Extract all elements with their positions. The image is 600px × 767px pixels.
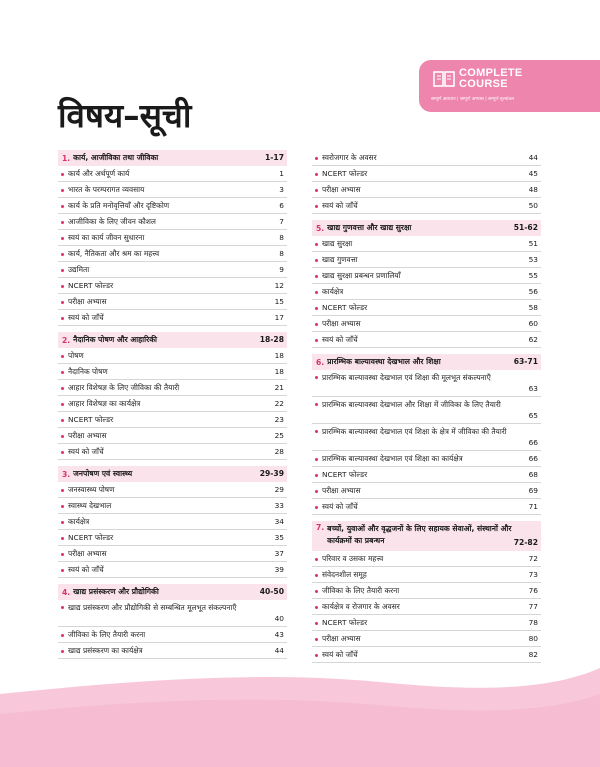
chapter-pages: 18-28 (259, 335, 284, 344)
entry-page: 69 (528, 486, 538, 495)
brand-line2: COURSE (459, 78, 508, 90)
toc-entry (312, 150, 541, 166)
entry-page: 33 (274, 501, 284, 510)
toc-entry (312, 182, 541, 198)
toc-entry (58, 214, 287, 230)
toc-entry (312, 647, 541, 663)
entry-page: 77 (528, 602, 538, 611)
entry-page: 60 (528, 319, 538, 328)
entry-page: 22 (274, 399, 284, 408)
toc-entry (58, 600, 287, 627)
entry-page: 62 (528, 335, 538, 344)
toc-entry (58, 498, 287, 514)
entry-page: 3 (279, 185, 284, 194)
entry-page: 58 (528, 303, 538, 312)
entry-title: स्वयं का कार्य जीवन सुधारना (68, 233, 145, 242)
toc-entry (312, 397, 541, 424)
toc-entry (58, 182, 287, 198)
book-icon (433, 69, 455, 89)
entry-title: खाद्य सुरक्षा (322, 239, 353, 248)
toc-entry (58, 412, 287, 428)
entry-title: स्वयं को जाँचें (68, 565, 104, 574)
entry-title: स्वरोजगार के अवसर (322, 153, 377, 162)
entry-title: परीक्षा अभ्यास (322, 319, 361, 328)
chapter-number: 1. (62, 153, 71, 163)
entry-page: 1 (279, 169, 284, 178)
page-title: विषय–सूची (58, 96, 192, 135)
entry-page: 43 (274, 630, 284, 639)
toc-entry (312, 499, 541, 515)
toc-entry (58, 396, 287, 412)
entry-page: 48 (528, 185, 538, 194)
chapter-heading (312, 521, 541, 551)
entry-title: NCERT फोल्डर (68, 415, 114, 424)
entry-title: कार्यक्षेत्र व रोजगार के अवसर (322, 602, 400, 611)
entry-page: 39 (274, 565, 284, 574)
chapter-number: 2. (62, 335, 71, 345)
entry-page: 29 (274, 485, 284, 494)
toc-entry (312, 300, 541, 316)
entry-page: 78 (528, 618, 538, 627)
toc-entry (312, 268, 541, 284)
toc-entry (312, 332, 541, 348)
entry-title: जीविका के लिए तैयारी करना (322, 586, 400, 595)
toc-entry (312, 252, 541, 268)
toc-entry (312, 615, 541, 631)
entry-page: 37 (274, 549, 284, 558)
chapter-heading (312, 220, 541, 236)
chapter-pages: 29-39 (259, 469, 284, 478)
chapter-pages: 1-17 (264, 153, 284, 162)
toc-entry (58, 310, 287, 326)
entry-title: NCERT फोल्डर (322, 618, 368, 627)
chapter-number: 4. (62, 587, 71, 597)
entry-title: संवेदनशील समूह (322, 570, 367, 579)
entry-title: स्वास्थ्य देखभाल (68, 501, 112, 510)
chapter-heading (58, 466, 287, 482)
entry-title: भारत के परम्परागत व्यवसाय (68, 185, 145, 194)
chapter-number: 3. (62, 469, 71, 479)
entry-page: 65 (528, 411, 538, 420)
brand-badge (419, 60, 600, 112)
entry-title: जनस्वास्थ्य पोषण (68, 485, 115, 494)
toc-entry (58, 166, 287, 182)
toc-entry (312, 583, 541, 599)
entry-page: 72 (528, 554, 538, 563)
entry-title: आजीविका के लिए जीवन कौशल (68, 217, 156, 226)
entry-title: आहार विशेषज्ञ का कार्यक्षेत्र (68, 399, 141, 408)
entry-title: स्वयं को जाँचें (322, 201, 358, 210)
toc-left-column (58, 150, 287, 659)
toc-entry (58, 627, 287, 643)
entry-page: 66 (528, 438, 538, 447)
toc-entry (58, 643, 287, 659)
entry-page: 34 (274, 517, 284, 526)
entry-page: 51 (528, 239, 538, 248)
entry-title: नैदानिक पोषण (68, 367, 108, 376)
toc-entry (58, 262, 287, 278)
entry-title: खाद्य प्रसंस्करण और प्रौद्योगिकी से सम्बन्धित मूलभूत संकल्पनाएँ (68, 603, 237, 612)
toc-entry (58, 514, 287, 530)
entry-page: 66 (528, 454, 538, 463)
toc-entry (312, 599, 541, 615)
entry-title: NCERT फोल्डर (322, 470, 368, 479)
entry-title: परीक्षा अभ्यास (322, 486, 361, 495)
entry-title: प्रारम्भिक बाल्यावस्था देखभाल और शिक्षा में जीविका के लिए तैयारी (322, 400, 501, 409)
entry-title: प्रारम्भिक बाल्यावस्था देखभाल एवं शिक्षा के क्षेत्र में जीविका की तैयारी (322, 427, 507, 436)
entry-title: NCERT फोल्डर (68, 281, 114, 290)
toc-entry (312, 483, 541, 499)
toc-entry (312, 424, 541, 451)
chapter-number: 7. (316, 523, 325, 532)
toc-entry (58, 246, 287, 262)
entry-title: स्वयं को जाँचें (68, 313, 104, 322)
entry-title: उद्यमिता (68, 265, 90, 274)
chapter-heading (58, 584, 287, 600)
chapter-title: नैदानिक पोषण और आहारिकी (73, 335, 157, 344)
entry-page: 71 (528, 502, 538, 511)
entry-page: 7 (279, 217, 284, 226)
entry-title: NCERT फोल्डर (322, 303, 368, 312)
entry-title: खाद्य प्रसंस्करण का कार्यक्षेत्र (68, 646, 143, 655)
chapter-title: बच्चों, युवाओं और वृद्धजनों के लिए सहायक सेवाओं, संस्थानों और कार्यक्रमों का प्रबन्धन (327, 524, 512, 545)
entry-page: 21 (274, 383, 284, 392)
entry-page: 17 (274, 313, 284, 322)
entry-title: NCERT फोल्डर (68, 533, 114, 542)
chapter-title: खाद्य प्रसंस्करण और प्रौद्योगिकी (73, 587, 159, 596)
toc-entry (58, 444, 287, 460)
entry-page: 12 (274, 281, 284, 290)
entry-title: कार्यक्षेत्र (68, 517, 90, 526)
entry-page: 68 (528, 470, 538, 479)
entry-title: परिवार व उसका महत्त्व (322, 554, 384, 563)
entry-title: परीक्षा अभ्यास (68, 549, 107, 558)
entry-title: पोषण (68, 351, 84, 360)
toc-entry (312, 567, 541, 583)
entry-title: स्वयं को जाँचें (68, 447, 104, 456)
entry-title: स्वयं को जाँचें (322, 650, 358, 659)
entry-title: प्रारम्भिक बाल्यावस्था देखभाल एवं शिक्षा का कार्यक्षेत्र (322, 454, 463, 463)
toc-entry (58, 348, 287, 364)
entry-page: 25 (274, 431, 284, 440)
entry-page: 80 (528, 634, 538, 643)
entry-page: 50 (528, 201, 538, 210)
entry-title: कार्य और अर्थपूर्ण कार्य (68, 169, 130, 178)
toc-entry (58, 428, 287, 444)
entry-title: प्रारम्भिक बाल्यावस्था देखभाल एवं शिक्षा की मूलभूत संकल्पनाएँ (322, 373, 491, 382)
chapter-pages: 40-50 (259, 587, 284, 596)
toc-entry (312, 631, 541, 647)
entry-title: परीक्षा अभ्यास (322, 634, 361, 643)
toc-entry (312, 467, 541, 483)
toc-entry (58, 530, 287, 546)
toc-entry (58, 198, 287, 214)
entry-page: 55 (528, 271, 538, 280)
toc-entry (58, 364, 287, 380)
toc-entry (58, 230, 287, 246)
entry-page: 23 (274, 415, 284, 424)
entry-page: 28 (274, 447, 284, 456)
entry-title: परीक्षा अभ्यास (322, 185, 361, 194)
chapter-number: 6. (316, 357, 325, 367)
chapter-title: जनपोषण एवं स्वास्थ्य (73, 469, 133, 478)
toc-entry (312, 551, 541, 567)
entry-title: स्वयं को जाँचें (322, 502, 358, 511)
entry-title: परीक्षा अभ्यास (68, 297, 107, 306)
entry-page: 40 (274, 614, 284, 623)
toc-entry (58, 278, 287, 294)
entry-title: आहार विशेषज्ञ के लिए जीविका की तैयारी (68, 383, 180, 392)
entry-title: खाद्य सुरक्षा प्रबन्धन प्रणालियाँ (322, 271, 401, 280)
entry-page: 44 (274, 646, 284, 655)
entry-page: 18 (274, 367, 284, 376)
entry-page: 15 (274, 297, 284, 306)
chapter-pages: 72-82 (513, 538, 538, 547)
chapter-title: प्रारम्भिक बाल्यावस्था देखभाल और शिक्षा (327, 357, 441, 366)
entry-page: 44 (528, 153, 538, 162)
entry-page: 56 (528, 287, 538, 296)
entry-title: स्वयं को जाँचें (322, 335, 358, 344)
entry-page: 45 (528, 169, 538, 178)
toc-entry (312, 284, 541, 300)
entry-title: परीक्षा अभ्यास (68, 431, 107, 440)
entry-page: 53 (528, 255, 538, 264)
toc-entry (312, 198, 541, 214)
chapter-pages: 63-71 (513, 357, 538, 366)
chapter-heading (312, 354, 541, 370)
brand-tagline: सम्पूर्ण अध्ययन | सम्पूर्ण अभ्यास | सम्पूर्ण मूल्यांकन (431, 97, 515, 102)
brand-line1: COMPLETE (459, 67, 523, 79)
toc-entry (312, 316, 541, 332)
entry-title: कार्यक्षेत्र (322, 287, 344, 296)
chapter-pages: 51-62 (513, 223, 538, 232)
toc-entry (312, 236, 541, 252)
chapter-title: कार्य, आजीविका तथा जीविका (73, 153, 159, 162)
entry-page: 6 (279, 201, 284, 210)
entry-page: 8 (279, 249, 284, 258)
entry-page: 63 (528, 384, 538, 393)
toc-right-column (312, 150, 541, 663)
chapter-heading (58, 332, 287, 348)
entry-title: कार्य, नैतिकता और श्रम का महत्त्व (68, 249, 160, 258)
toc-entry (58, 562, 287, 578)
entry-page: 8 (279, 233, 284, 242)
toc-entry (58, 294, 287, 310)
chapter-title: खाद्य गुणवत्ता और खाद्य सुरक्षा (327, 223, 412, 232)
toc-entry (58, 482, 287, 498)
toc-entry (312, 370, 541, 397)
entry-page: 73 (528, 570, 538, 579)
entry-title: कार्य के प्रति मनोवृत्तियाँ और दृष्टिकोण (68, 201, 170, 210)
entry-page: 9 (279, 265, 284, 274)
entry-title: खाद्य गुणवत्ता (322, 255, 358, 264)
chapter-heading (58, 150, 287, 166)
entry-title: जीविका के लिए तैयारी करना (68, 630, 146, 639)
chapter-number: 5. (316, 223, 325, 233)
entry-page: 18 (274, 351, 284, 360)
entry-title: NCERT फोल्डर (322, 169, 368, 178)
toc-entry (312, 451, 541, 467)
entry-page: 35 (274, 533, 284, 542)
entry-page: 82 (528, 650, 538, 659)
toc-entry (58, 380, 287, 396)
toc-entry (312, 166, 541, 182)
toc-entry (58, 546, 287, 562)
entry-page: 76 (528, 586, 538, 595)
